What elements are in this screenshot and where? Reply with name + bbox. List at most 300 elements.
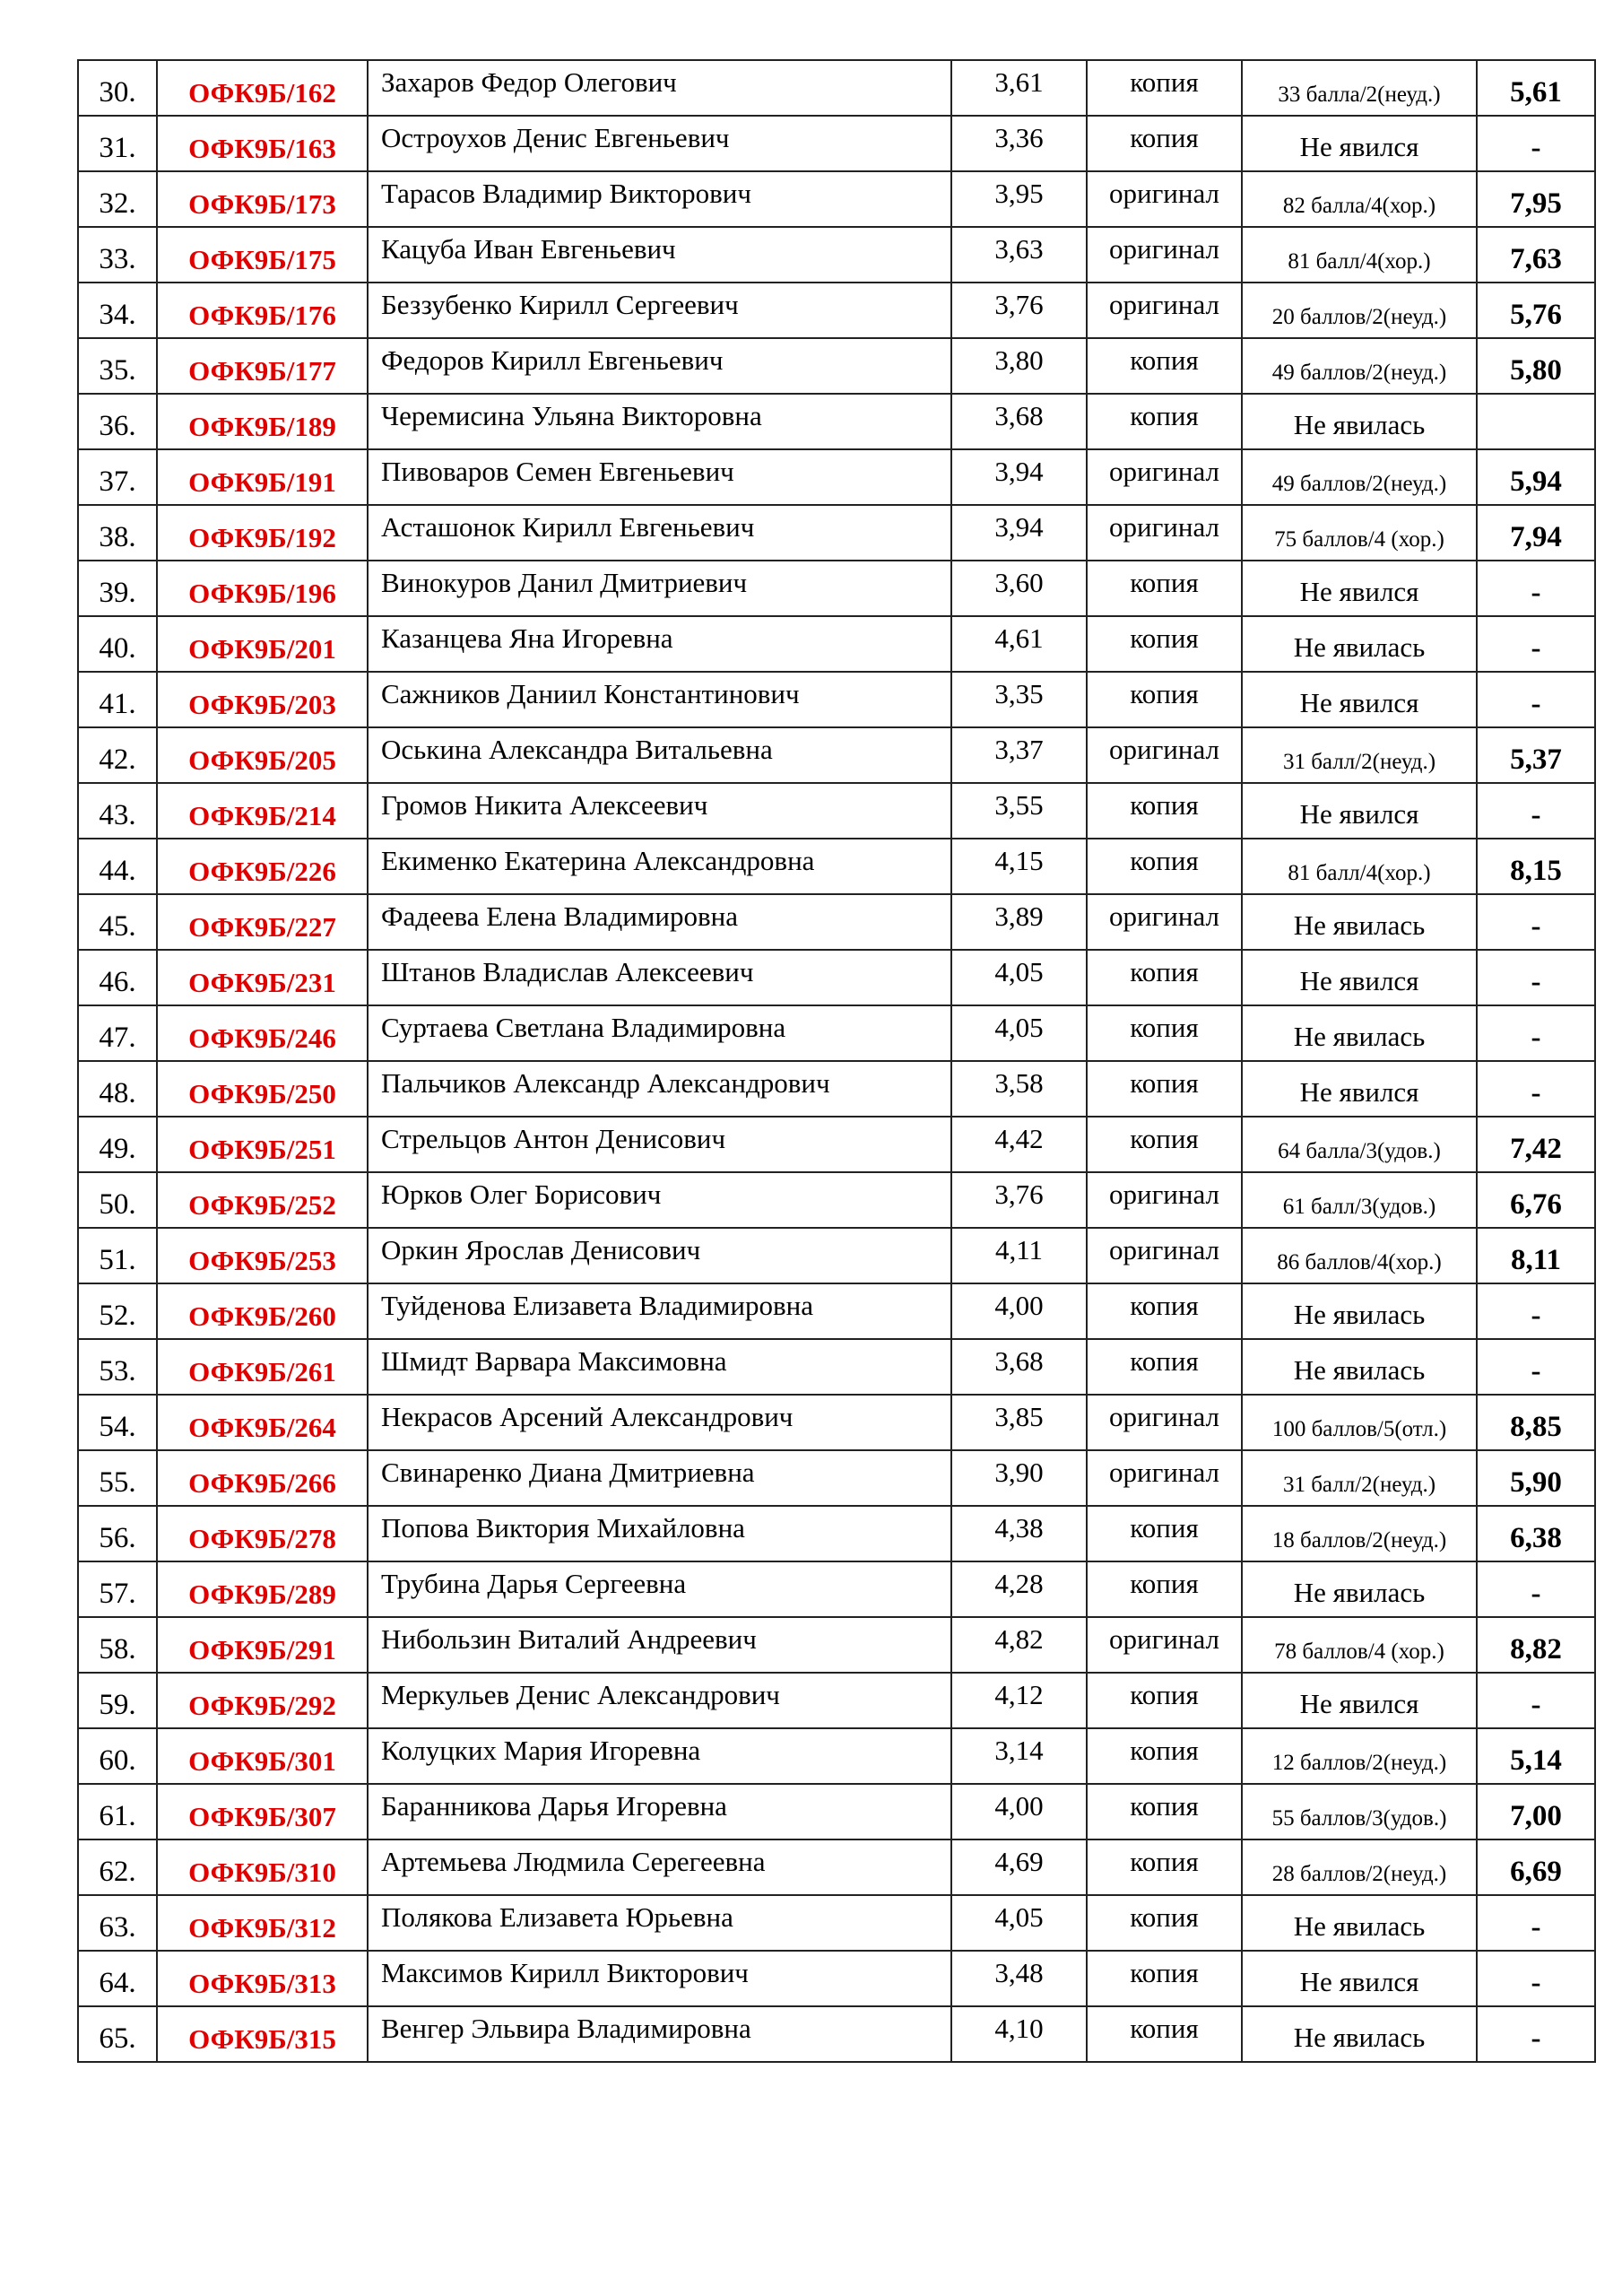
applicant-name-cell [368,449,951,505]
total-score-cell [1477,672,1595,727]
applicant-name: Екименко Екатерина Александровна [381,845,815,876]
applicant-name-cell [368,839,951,894]
applicant-name: Артемьева Людмила Серегеевна [381,1846,766,1877]
row-number-cell [78,116,157,171]
exam-result-cell [1242,783,1477,839]
row-number-cell [78,1784,157,1839]
applicant-code: ОФК9Б/266 [188,1467,336,1499]
applicant-code-cell [157,1450,368,1506]
applicant-code: ОФК9Б/203 [188,689,336,720]
document-type-cell [1087,1673,1242,1728]
applicant-name: Беззубенко Кирилл Сергеевич [381,289,739,320]
table-row [78,1839,1595,1895]
applicant-name: Шмидт Варвара Максимовна [381,1345,727,1377]
exam-result: 61 балл/3(удов.) [1282,1195,1436,1219]
applicant-name: Громов Никита Алексеевич [381,789,708,821]
row-number: 45. [99,910,136,943]
table-row [78,727,1595,783]
exam-result-cell [1242,1228,1477,1283]
average-grade-cell [951,1673,1087,1728]
average-grade: 3,94 [994,511,1044,543]
exam-result: 18 баллов/2(неуд.) [1271,1528,1447,1552]
document-type-cell [1087,338,1242,394]
applicant-name: Максимов Кирилл Викторович [381,1957,749,1988]
applicant-code: ОФК9Б/191 [188,466,336,498]
exam-result: Не явился [1299,131,1419,162]
average-grade-cell [951,394,1087,449]
exam-result: 12 баллов/2(неуд.) [1271,1751,1447,1775]
row-number: 38. [99,521,136,553]
applicant-name: Оркин Ярослав Денисович [381,1234,701,1265]
exam-result-cell [1242,1005,1477,1061]
applicant-code-cell [157,171,368,227]
applicant-name-cell [368,394,951,449]
average-grade: 3,63 [994,233,1044,265]
average-grade-cell [951,1339,1087,1395]
applicant-name: Нибользин Виталий Андреевич [381,1623,757,1655]
row-number-cell [78,1506,157,1561]
average-grade-cell [951,1895,1087,1951]
table-row [78,1339,1595,1395]
row-number-cell [78,1617,157,1673]
average-grade: 4,69 [994,1846,1044,1877]
applicant-code-cell [157,60,368,116]
applicant-name: Фадеева Елена Владимировна [381,900,739,932]
total-score: - [1531,1300,1541,1332]
exam-result: Не явилась [1293,1021,1426,1052]
average-grade: 3,35 [994,678,1044,709]
document-type: копия [1130,400,1199,431]
row-number-cell [78,283,157,338]
applicant-name-cell [368,116,951,171]
applicant-name-cell [368,1061,951,1117]
document-type-cell [1087,171,1242,227]
total-score: 8,85 [1510,1411,1562,1443]
total-score-cell [1477,1172,1595,1228]
row-number: 46. [99,966,136,998]
document-type-cell [1087,1839,1242,1895]
applicant-name-cell [368,1784,951,1839]
exam-result: 31 балл/2(неуд.) [1282,1473,1436,1497]
document-type: копия [1130,789,1199,821]
applicant-name-cell [368,894,951,950]
row-number: 30. [99,76,136,109]
applicant-code: ОФК9Б/312 [188,1912,336,1944]
total-score-cell [1477,116,1595,171]
exam-result-cell [1242,449,1477,505]
applicant-code-cell [157,1228,368,1283]
table-row [78,1561,1595,1617]
row-number-cell [78,1895,157,1951]
document-type-cell [1087,1172,1242,1228]
applicant-name: Пальчиков Александр Александрович [381,1067,830,1099]
average-grade: 3,55 [994,789,1044,821]
average-grade-cell [951,283,1087,338]
applicant-name-cell [368,783,951,839]
document-type-cell [1087,950,1242,1005]
average-grade: 4,61 [994,622,1044,654]
average-grade: 3,14 [994,1735,1044,1766]
applicant-name: Трубина Дарья Сергеевна [381,1568,687,1599]
total-score-cell [1477,1951,1595,2006]
exam-result: Не явилась [1293,1354,1426,1386]
table-row [78,1061,1595,1117]
applicant-code: ОФК9Б/205 [188,744,336,776]
table-row [78,1117,1595,1172]
table-row [78,60,1595,116]
applicant-name-cell [368,283,951,338]
applicant-code: ОФК9Б/310 [188,1857,336,1888]
document-type-cell [1087,116,1242,171]
applicant-code-cell [157,116,368,171]
row-number: 31. [99,132,136,164]
average-grade: 3,58 [994,1067,1044,1099]
applicant-code-cell [157,839,368,894]
document-type: оригинал [1109,233,1219,265]
average-grade: 4,00 [994,1290,1044,1321]
average-grade-cell [951,1283,1087,1339]
row-number: 63. [99,1911,136,1944]
row-number-cell [78,1117,157,1172]
applicant-name: Туйденова Елизавета Владимировна [381,1290,813,1321]
applicant-code-cell [157,783,368,839]
applicant-name-cell [368,727,951,783]
applicant-code-cell [157,727,368,783]
exam-result-cell [1242,116,1477,171]
document-type: оригинал [1109,178,1219,209]
average-grade-cell [951,2006,1087,2062]
average-grade-cell [951,116,1087,171]
total-score-cell [1477,561,1595,616]
row-number-cell [78,1228,157,1283]
applicant-code: ОФК9Б/176 [188,300,336,331]
average-grade-cell [951,1506,1087,1561]
average-grade: 3,36 [994,122,1044,153]
row-number: 48. [99,1077,136,1109]
applicant-code-cell [157,894,368,950]
document-type: копия [1130,567,1199,598]
row-number: 53. [99,1355,136,1387]
row-number: 54. [99,1411,136,1443]
document-type-cell [1087,672,1242,727]
applicant-name-cell [368,616,951,672]
total-score: 7,42 [1510,1133,1562,1165]
document-type-cell [1087,839,1242,894]
total-score-cell [1477,449,1595,505]
row-number: 34. [99,299,136,331]
exam-result-cell [1242,1506,1477,1561]
exam-result-cell [1242,561,1477,616]
exam-result: Не явился [1299,965,1419,996]
exam-result: 20 баллов/2(неуд.) [1271,305,1447,329]
average-grade: 3,95 [994,178,1044,209]
document-type: копия [1130,1290,1199,1321]
document-type-cell [1087,1228,1242,1283]
exam-result: Не явился [1299,687,1419,718]
applicant-code: ОФК9Б/260 [188,1300,336,1332]
average-grade: 4,42 [994,1123,1044,1154]
row-number: 52. [99,1300,136,1332]
applicant-code: ОФК9Б/201 [188,633,336,665]
total-score: - [1531,1689,1541,1721]
row-number: 51. [99,1244,136,1276]
row-number-cell [78,1283,157,1339]
document-type: копия [1130,1735,1199,1766]
document-type: копия [1130,1512,1199,1544]
average-grade: 3,37 [994,734,1044,765]
document-type-cell [1087,1395,1242,1450]
applicant-name-cell [368,2006,951,2062]
table-row [78,1172,1595,1228]
applicant-name: Штанов Владислав Алексеевич [381,956,754,987]
row-number-cell [78,561,157,616]
table-row [78,449,1595,505]
total-score-cell [1477,283,1595,338]
document-type-cell [1087,1728,1242,1784]
applicant-code: ОФК9Б/315 [188,2023,336,2055]
total-score: 5,76 [1510,299,1562,331]
document-type: копия [1130,1067,1199,1099]
average-grade-cell [951,839,1087,894]
applicant-code: ОФК9Б/264 [188,1412,336,1443]
table-row [78,1673,1595,1728]
row-number: 32. [99,187,136,220]
document-type: оригинал [1109,1401,1219,1432]
document-type-cell [1087,1005,1242,1061]
average-grade-cell [951,1617,1087,1673]
document-type: оригинал [1109,289,1219,320]
exam-result: 100 баллов/5(отл.) [1271,1417,1447,1441]
document-type-cell [1087,1450,1242,1506]
document-type-cell [1087,1506,1242,1561]
exam-result-cell [1242,1839,1477,1895]
average-grade-cell [951,894,1087,950]
total-score: 5,90 [1510,1466,1562,1499]
applicant-code: ОФК9Б/162 [188,77,336,109]
document-type-cell [1087,505,1242,561]
row-number-cell [78,1172,157,1228]
row-number: 50. [99,1188,136,1221]
applicant-name-cell [368,227,951,283]
total-score-cell [1477,505,1595,561]
applicant-code: ОФК9Б/301 [188,1745,336,1777]
exam-result: 75 баллов/4 (хор.) [1274,527,1444,552]
applicant-code-cell [157,1339,368,1395]
average-grade: 3,90 [994,1457,1044,1488]
exam-result: Не явилась [1293,1299,1426,1330]
applicant-name: Стрельцов Антон Денисович [381,1123,726,1154]
total-score: 7,63 [1510,243,1562,275]
table-row [78,839,1595,894]
table-row [78,1951,1595,2006]
total-score-cell [1477,1117,1595,1172]
applicant-name-cell [368,950,951,1005]
document-type: копия [1130,1901,1199,1933]
applicant-code: ОФК9Б/292 [188,1690,336,1721]
average-grade: 3,61 [994,66,1044,98]
table-row [78,2006,1595,2062]
total-score-cell [1477,950,1595,1005]
exam-result-cell [1242,227,1477,283]
row-number: 65. [99,2022,136,2055]
applicant-code: ОФК9Б/163 [188,133,336,164]
average-grade: 4,15 [994,845,1044,876]
applicant-code: ОФК9Б/227 [188,911,336,943]
row-number: 39. [99,577,136,609]
row-number: 60. [99,1744,136,1777]
row-number: 43. [99,799,136,831]
applicant-code-cell [157,1951,368,2006]
applicant-code: ОФК9Б/192 [188,522,336,553]
total-score-cell [1477,1506,1595,1561]
average-grade: 4,05 [994,1012,1044,1043]
applicant-code-cell [157,338,368,394]
applicant-name: Баранникова Дарья Игоревна [381,1790,727,1822]
applicant-name-cell [368,1395,951,1450]
exam-result-cell [1242,1283,1477,1339]
row-number-cell [78,227,157,283]
total-score-cell [1477,1339,1595,1395]
applicant-name-cell [368,1506,951,1561]
table-row [78,950,1595,1005]
applicant-name: Попова Виктория Михайловна [381,1512,745,1544]
exam-result: 78 баллов/4 (хор.) [1274,1639,1444,1664]
row-number-cell [78,60,157,116]
applicant-name-cell [368,505,951,561]
table-row [78,672,1595,727]
document-type-cell [1087,616,1242,672]
row-number: 36. [99,410,136,442]
applicant-name-cell [368,1673,951,1728]
exam-result-cell [1242,1172,1477,1228]
document-type: копия [1130,678,1199,709]
total-score: - [1531,632,1541,665]
applicant-name: Федоров Кирилл Евгеньевич [381,344,724,376]
exam-result: 86 баллов/4(хор.) [1277,1250,1442,1274]
average-grade: 3,94 [994,456,1044,487]
document-type: копия [1130,1790,1199,1822]
exam-result: 49 баллов/2(неуд.) [1271,472,1447,496]
total-score-cell [1477,394,1595,449]
document-type: копия [1130,622,1199,654]
total-score: - [1531,132,1541,164]
row-number-cell [78,1005,157,1061]
exam-result-cell [1242,839,1477,894]
total-score: 7,95 [1510,187,1562,220]
average-grade-cell [951,727,1087,783]
applicant-code: ОФК9Б/189 [188,411,336,442]
total-score-cell [1477,1005,1595,1061]
row-number-cell [78,171,157,227]
row-number-cell [78,783,157,839]
average-grade: 4,28 [994,1568,1044,1599]
applicant-code-cell [157,1784,368,1839]
average-grade: 4,05 [994,956,1044,987]
average-grade-cell [951,60,1087,116]
exam-result-cell [1242,1895,1477,1951]
total-score: - [1531,1911,1541,1944]
row-number-cell [78,616,157,672]
document-type: оригинал [1109,1178,1219,1210]
exam-result-cell [1242,1450,1477,1506]
applicant-code: ОФК9Б/261 [188,1356,336,1387]
applicant-name: Юрков Олег Борисович [381,1178,662,1210]
total-score: 8,15 [1510,855,1562,887]
applicant-name-cell [368,171,951,227]
average-grade-cell [951,171,1087,227]
total-score: - [1531,799,1541,831]
document-type: оригинал [1109,456,1219,487]
row-number-cell [78,1839,157,1895]
table-row [78,1450,1595,1506]
document-type: оригинал [1109,900,1219,932]
row-number-cell [78,394,157,449]
exam-result-cell [1242,2006,1477,2062]
average-grade: 4,12 [994,1679,1044,1710]
document-type: копия [1130,956,1199,987]
document-type: копия [1130,1123,1199,1154]
average-grade-cell [951,616,1087,672]
exam-result-cell [1242,727,1477,783]
applicant-code: ОФК9Б/250 [188,1078,336,1109]
average-grade: 4,00 [994,1790,1044,1822]
exam-result: Не явилась [1293,1577,1426,1608]
applicant-name-cell [368,1561,951,1617]
table-row [78,1506,1595,1561]
applicant-name: Казанцева Яна Игоревна [381,622,673,654]
applicant-name: Некрасов Арсений Александрович [381,1401,794,1432]
average-grade: 4,82 [994,1623,1044,1655]
row-number-cell [78,1561,157,1617]
exam-result: 82 балла/4(хор.) [1282,194,1436,218]
average-grade: 4,10 [994,2013,1044,2044]
applicant-code: ОФК9Б/252 [188,1189,336,1221]
total-score: 5,94 [1510,465,1562,498]
exam-result-cell [1242,1951,1477,2006]
average-grade-cell [951,505,1087,561]
document-type-cell [1087,1283,1242,1339]
average-grade: 3,68 [994,400,1044,431]
applicant-name: Захаров Федор Олегович [381,66,677,98]
total-score: - [1531,1578,1541,1610]
applicant-name: Асташонок Кирилл Евгеньевич [381,511,755,543]
row-number-cell [78,1395,157,1450]
applicant-code-cell [157,950,368,1005]
applicant-name: Сажников Даниил Константинович [381,678,800,709]
exam-result: 49 баллов/2(неуд.) [1271,361,1447,385]
average-grade: 3,89 [994,900,1044,932]
document-type-cell [1087,727,1242,783]
table-row [78,894,1595,950]
applicant-code: ОФК9Б/289 [188,1578,336,1610]
total-score: - [1531,1077,1541,1109]
total-score-cell [1477,1895,1595,1951]
table-row [78,338,1595,394]
table-row [78,394,1595,449]
exam-result-cell [1242,1061,1477,1117]
applicant-code: ОФК9Б/231 [188,967,336,998]
applicant-name: Оськина Александра Витальевна [381,734,773,765]
row-number: 49. [99,1133,136,1165]
applicant-code: ОФК9Б/251 [188,1134,336,1165]
row-number: 56. [99,1522,136,1554]
applicant-code-cell [157,672,368,727]
document-type-cell [1087,783,1242,839]
average-grade-cell [951,1450,1087,1506]
document-type-cell [1087,60,1242,116]
exam-result-cell [1242,394,1477,449]
row-number: 42. [99,744,136,776]
